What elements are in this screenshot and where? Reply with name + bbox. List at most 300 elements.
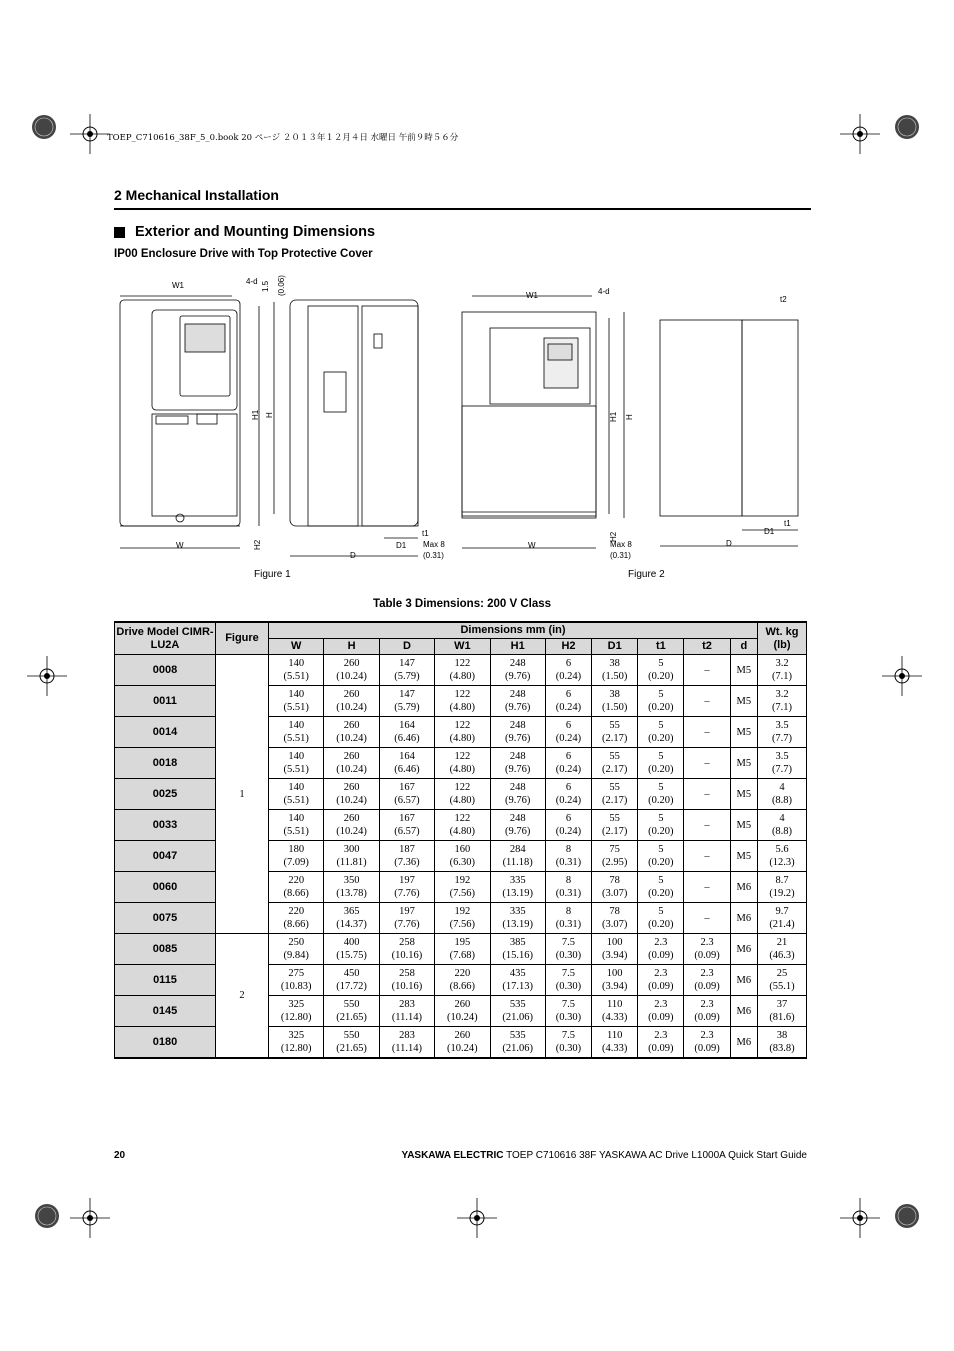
dim-cell — [684, 841, 730, 872]
dim-cell — [730, 872, 757, 903]
header-figure: Figure — [216, 622, 269, 655]
dim-value-mm: 260 — [343, 658, 360, 669]
dim-value-mm: 38 — [609, 689, 620, 700]
dim-value-in: (13.19) — [502, 919, 533, 930]
dim-value-in: (7.09) — [283, 857, 309, 868]
dim-value-mm: 122 — [454, 658, 471, 669]
label-w-fig2: W — [528, 541, 536, 550]
dim-cell — [490, 779, 545, 810]
dim-value-in: (0.31) — [555, 919, 582, 930]
dim-cell — [545, 934, 591, 965]
dim-value-in: (0.20) — [648, 733, 674, 744]
label-4d: 4-d — [246, 277, 258, 286]
dim-value-in: (0.24) — [555, 671, 582, 682]
dim-cell — [379, 717, 434, 748]
dim-cell — [269, 1027, 324, 1059]
weight-kg: 3.5 — [775, 720, 789, 731]
dim-value-in: (0.09) — [648, 950, 674, 961]
dim-value-in: (9.84) — [283, 950, 309, 961]
dim-value-mm: 2.3 — [654, 1030, 668, 1041]
dim-value-in: (10.24) — [336, 733, 367, 744]
dim-value-mm: M5 — [736, 757, 752, 769]
dim-value-mm: 78 — [609, 906, 620, 917]
dim-value-in: (4.80) — [449, 702, 475, 713]
dim-value-in: (0.24) — [555, 826, 582, 837]
dim-value-in: (2.17) — [601, 764, 628, 775]
weight-cell — [758, 996, 807, 1027]
dim-cell — [545, 872, 591, 903]
dim-value-in: (2.17) — [601, 826, 628, 837]
dim-value-in: (6.30) — [449, 857, 475, 868]
weight-lb: (8.8) — [771, 826, 793, 837]
dim-value-in: (14.37) — [336, 919, 367, 930]
weight-cell — [758, 934, 807, 965]
weight-kg: 3.5 — [775, 751, 789, 762]
dim-cell — [638, 934, 684, 965]
weight-lb: (81.6) — [769, 1012, 795, 1023]
dim-value-mm: 55 — [609, 720, 620, 731]
dim-value-in: (9.76) — [505, 733, 531, 744]
label-w1-fig2: W1 — [526, 291, 538, 300]
weight-cell — [758, 903, 807, 934]
registration-mark-icon — [887, 107, 927, 147]
model-cell: 0180 — [115, 1027, 216, 1059]
dim-value-in: (15.75) — [336, 950, 367, 961]
dim-cell — [638, 872, 684, 903]
dim-cell — [730, 934, 757, 965]
dim-value-mm: M5 — [736, 850, 752, 862]
dim-cell — [638, 686, 684, 717]
dim-cell — [269, 965, 324, 996]
weight-lb: (21.4) — [769, 919, 795, 930]
dim-value-mm: 5 — [658, 844, 664, 855]
dim-value-mm: 195 — [454, 937, 471, 948]
dim-cell — [490, 934, 545, 965]
weight-kg: 4 — [779, 782, 785, 793]
model-cell: 0060 — [115, 872, 216, 903]
subsection-title-text: Exterior and Mounting Dimensions — [135, 224, 376, 240]
bullet-square-icon — [114, 227, 125, 238]
weight-lb: (7.7) — [771, 733, 793, 744]
dim-value-in: (0.30) — [555, 981, 582, 992]
dim-cell — [324, 810, 379, 841]
dim-cell — [324, 655, 379, 686]
dim-cell — [490, 717, 545, 748]
dim-cell — [730, 841, 757, 872]
dim-value-in: (11.81) — [336, 857, 367, 868]
dim-value-mm: M6 — [736, 943, 752, 955]
dim-value-in: (0.20) — [648, 702, 674, 713]
dim-value-mm: 197 — [399, 875, 415, 886]
dim-cell — [324, 717, 379, 748]
dim-cell — [730, 655, 757, 686]
dim-cell — [638, 996, 684, 1027]
dim-cell — [435, 1027, 490, 1059]
dim-cell — [684, 1027, 730, 1059]
dim-value-in: (0.20) — [648, 795, 674, 806]
dim-value-mm: 260 — [454, 999, 471, 1010]
dim-value-in: (0.20) — [648, 919, 674, 930]
dim-value-in: (7.36) — [394, 857, 420, 868]
crosshair-mark-icon — [70, 114, 110, 154]
dim-value-mm: 38 — [609, 658, 620, 669]
dim-value-mm: 283 — [399, 999, 415, 1010]
dim-cell — [730, 748, 757, 779]
header-col-h1: H1 — [490, 639, 545, 655]
crosshair-mark-icon — [27, 656, 67, 696]
dim-value-mm: 260 — [454, 1030, 471, 1041]
dim-value-in: (10.24) — [336, 702, 367, 713]
dim-value-mm: 147 — [399, 689, 415, 700]
dim-value-mm: 6 — [565, 782, 572, 793]
dim-value-mm: 7.5 — [561, 937, 576, 948]
label-h-fig2: H — [625, 414, 634, 420]
label-h1: H1 — [251, 409, 260, 420]
dim-value-mm: 2.3 — [654, 999, 668, 1010]
dim-cell — [730, 686, 757, 717]
model-cell: 0014 — [115, 717, 216, 748]
header-col-h: H — [324, 639, 379, 655]
dim-value-mm: 55 — [609, 751, 620, 762]
dim-cell — [435, 810, 490, 841]
dim-cell — [379, 686, 434, 717]
header-col-w: W — [269, 639, 324, 655]
dim-cell — [269, 655, 324, 686]
dim-value-mm: 5 — [658, 875, 664, 886]
dim-value-mm: 550 — [343, 999, 360, 1010]
dim-cell — [435, 841, 490, 872]
label-w1: W1 — [172, 281, 184, 290]
dim-value-in: (0.31) — [555, 888, 582, 899]
dim-cell — [730, 1027, 757, 1059]
dim-value-mm: 122 — [454, 751, 471, 762]
dim-value-mm: 7.5 — [561, 999, 576, 1010]
dim-value-in: (0.30) — [555, 950, 582, 961]
dim-cell — [730, 717, 757, 748]
dim-cell — [324, 903, 379, 934]
dim-value-mm: 260 — [343, 751, 360, 762]
dim-value-in: (21.65) — [336, 1012, 367, 1023]
dim-cell — [638, 965, 684, 996]
dim-value-in: (10.83) — [280, 981, 312, 992]
dim-cell — [638, 1027, 684, 1059]
dim-value-in: (0.30) — [555, 1043, 582, 1054]
dim-cell — [638, 903, 684, 934]
dim-value-mm: 122 — [454, 782, 471, 793]
dim-value-in: (6.46) — [394, 764, 420, 775]
label-d: D — [350, 551, 356, 560]
dim-value-in: (1.50) — [601, 702, 628, 713]
dim-value-in: (10.16) — [391, 981, 423, 992]
dim-cell — [324, 934, 379, 965]
dim-cell — [379, 748, 434, 779]
dim-value-in: (10.24) — [447, 1012, 478, 1023]
dim-value-mm: – — [704, 788, 710, 800]
dim-value-in: (11.18) — [502, 857, 533, 868]
dim-cell — [269, 934, 324, 965]
dim-value-mm: 147 — [399, 658, 415, 669]
dim-value-mm: 7.5 — [561, 1030, 576, 1041]
dim-cell — [684, 779, 730, 810]
dim-value-mm: 248 — [509, 782, 526, 793]
dim-value-mm: 164 — [399, 720, 415, 731]
dim-value-mm: 8 — [565, 844, 572, 855]
dim-value-mm: M6 — [736, 912, 752, 924]
dim-value-mm: 300 — [343, 844, 360, 855]
dim-value-mm: – — [704, 664, 710, 676]
dim-value-in: (3.94) — [601, 950, 628, 961]
dim-cell — [684, 748, 730, 779]
dim-cell — [269, 903, 324, 934]
dim-value-mm: M6 — [736, 1005, 752, 1017]
crosshair-mark-icon — [457, 1198, 497, 1238]
header-col-w1: W1 — [435, 639, 490, 655]
dim-value-in: (4.33) — [601, 1012, 628, 1023]
dim-cell — [545, 903, 591, 934]
dim-value-mm: 55 — [609, 782, 620, 793]
dim-cell — [435, 655, 490, 686]
dim-cell — [435, 996, 490, 1027]
dim-cell — [269, 717, 324, 748]
dim-cell — [490, 810, 545, 841]
dim-value-in: (5.51) — [283, 764, 309, 775]
dim-cell — [379, 965, 434, 996]
dim-value-in: (6.46) — [394, 733, 420, 744]
dim-value-mm: 450 — [343, 968, 360, 979]
dim-value-mm: 325 — [288, 1030, 305, 1041]
dim-cell — [269, 779, 324, 810]
dim-value-mm: 2.3 — [654, 968, 668, 979]
dim-value-mm: 8 — [565, 875, 572, 886]
dim-value-mm: 248 — [509, 751, 526, 762]
dim-cell — [545, 810, 591, 841]
dim-value-mm: 258 — [399, 968, 415, 979]
dim-cell — [490, 996, 545, 1027]
dim-value-mm: 275 — [288, 968, 305, 979]
dim-value-mm: 5 — [658, 751, 664, 762]
dim-value-mm: 5 — [658, 813, 664, 824]
dim-value-in: (3.07) — [601, 919, 628, 930]
model-cell: 0008 — [115, 655, 216, 686]
dim-value-mm: 6 — [565, 751, 572, 762]
dim-value-mm: 140 — [288, 689, 305, 700]
dim-value-mm: 167 — [399, 813, 415, 824]
dim-value-mm: 550 — [343, 1030, 360, 1041]
weight-cell — [758, 779, 807, 810]
dim-cell — [324, 686, 379, 717]
dim-value-in: (0.20) — [648, 671, 674, 682]
weight-cell — [758, 810, 807, 841]
dim-value-mm: 2.3 — [700, 968, 714, 979]
dim-cell — [545, 717, 591, 748]
dim-value-in: (0.09) — [694, 1012, 720, 1023]
weight-lb: (19.2) — [769, 888, 795, 899]
dim-value-in: (2.17) — [601, 733, 628, 744]
dim-value-mm: – — [704, 881, 710, 893]
dim-cell — [592, 965, 638, 996]
weight-cell — [758, 748, 807, 779]
header-weight: Wt. kg (lb) — [758, 622, 807, 655]
header-col-d1: D1 — [592, 639, 638, 655]
model-cell: 0025 — [115, 779, 216, 810]
dim-value-in: (9.76) — [505, 826, 531, 837]
subsection-title — [114, 224, 375, 240]
label-top-gap-in: (0.06) — [277, 275, 286, 296]
dim-value-in: (4.33) — [601, 1043, 628, 1054]
dim-cell — [379, 779, 434, 810]
dim-cell — [435, 934, 490, 965]
dim-value-mm: 7.5 — [561, 968, 576, 979]
crosshair-mark-icon — [70, 1198, 110, 1238]
header-col-t1: t1 — [638, 639, 684, 655]
dim-value-in: (10.24) — [336, 764, 367, 775]
dim-cell — [684, 872, 730, 903]
dim-cell — [592, 996, 638, 1027]
dim-value-in: (8.66) — [449, 981, 475, 992]
dim-cell — [269, 748, 324, 779]
dim-value-mm: 2.3 — [700, 937, 714, 948]
weight-kg: 3.2 — [775, 689, 789, 700]
print-header: TOEP_C710616_38F_5_0.book 20 ページ ２０１３年１２月４日 水曜日 午前９時５６分 — [107, 133, 459, 143]
dim-value-mm: 335 — [509, 906, 526, 917]
dim-cell — [638, 841, 684, 872]
dim-value-in: (13.19) — [502, 888, 533, 899]
header-model: Drive Model CIMR-LU2A — [115, 622, 216, 655]
label-d-fig2: D — [726, 539, 732, 548]
dim-value-mm: M5 — [736, 726, 752, 738]
dim-value-in: (5.51) — [283, 702, 309, 713]
dim-cell — [269, 810, 324, 841]
dim-value-in: (4.80) — [449, 671, 475, 682]
dim-value-mm: 260 — [343, 720, 360, 731]
dim-value-in: (12.80) — [280, 1012, 312, 1023]
dim-value-in: (17.72) — [336, 981, 367, 992]
dim-value-in: (13.78) — [336, 888, 367, 899]
dim-value-mm: M5 — [736, 788, 752, 800]
dim-value-mm: M5 — [736, 695, 752, 707]
dim-cell — [269, 841, 324, 872]
dim-value-mm: 75 — [609, 844, 620, 855]
dim-value-mm: – — [704, 726, 710, 738]
dim-value-mm: 248 — [509, 658, 526, 669]
dim-value-in: (7.76) — [394, 919, 420, 930]
dim-value-mm: M6 — [736, 1036, 752, 1048]
dim-value-in: (6.57) — [394, 795, 420, 806]
figure2-caption: Figure 2 — [628, 569, 665, 580]
dim-value-in: (11.14) — [391, 1012, 423, 1023]
dim-cell — [592, 779, 638, 810]
dim-value-mm: – — [704, 819, 710, 831]
dim-value-mm: 140 — [288, 658, 305, 669]
sub-subsection-title: IP00 Enclosure Drive with Top Protective Cover — [114, 248, 373, 260]
dim-cell — [269, 996, 324, 1027]
dim-value-mm: 122 — [454, 689, 471, 700]
dim-value-in: (3.94) — [601, 981, 628, 992]
weight-kg: 25 — [776, 968, 788, 979]
dim-value-in: (0.20) — [648, 764, 674, 775]
dim-value-in: (10.24) — [336, 671, 367, 682]
dim-value-mm: 55 — [609, 813, 620, 824]
dim-value-mm: 197 — [399, 906, 415, 917]
table-row — [115, 934, 807, 965]
dim-cell — [490, 965, 545, 996]
dim-value-mm: 110 — [606, 1030, 623, 1041]
dim-cell — [324, 779, 379, 810]
dim-cell — [269, 872, 324, 903]
dim-cell — [324, 748, 379, 779]
weight-lb: (55.1) — [769, 981, 795, 992]
dim-cell — [490, 903, 545, 934]
dim-value-mm: – — [704, 850, 710, 862]
dim-cell — [684, 934, 730, 965]
dim-cell — [592, 748, 638, 779]
weight-lb: (83.8) — [769, 1043, 795, 1054]
footer-title — [401, 1150, 807, 1161]
registration-mark-icon — [24, 107, 64, 147]
dim-value-in: (9.76) — [505, 671, 531, 682]
dim-value-in: (17.13) — [502, 981, 533, 992]
dim-value-mm: – — [704, 757, 710, 769]
dim-value-mm: 167 — [399, 782, 415, 793]
dim-value-mm: 535 — [509, 999, 526, 1010]
footer-brand: YASKAWA ELECTRIC — [401, 1150, 504, 1161]
dim-value-mm: 284 — [509, 844, 526, 855]
dim-cell — [730, 903, 757, 934]
dim-cell — [592, 841, 638, 872]
model-cell: 0047 — [115, 841, 216, 872]
dim-value-mm: 192 — [454, 875, 471, 886]
dim-cell — [545, 965, 591, 996]
dim-value-in: (1.50) — [601, 671, 628, 682]
label-t1-fig2: t1 — [784, 519, 791, 528]
dim-cell — [638, 779, 684, 810]
dim-cell — [545, 841, 591, 872]
weight-kg: 4 — [779, 813, 785, 824]
dim-value-mm: 140 — [288, 720, 305, 731]
dim-cell — [638, 748, 684, 779]
dim-cell — [379, 841, 434, 872]
dim-value-in: (12.80) — [280, 1043, 312, 1054]
dim-value-mm: – — [704, 912, 710, 924]
dim-value-mm: 260 — [343, 813, 360, 824]
dim-value-in: (6.57) — [394, 826, 420, 837]
dim-value-mm: 122 — [454, 813, 471, 824]
weight-lb: (7.1) — [771, 671, 793, 682]
dim-value-mm: 2.3 — [654, 937, 668, 948]
dim-value-mm: 283 — [399, 1030, 415, 1041]
dim-value-in: (7.56) — [449, 888, 475, 899]
dim-value-in: (4.80) — [449, 764, 475, 775]
dim-value-mm: 100 — [606, 937, 623, 948]
dim-cell — [592, 686, 638, 717]
crosshair-mark-icon — [840, 1198, 880, 1238]
dim-cell — [592, 1027, 638, 1059]
dim-value-mm: 435 — [509, 968, 526, 979]
dim-cell — [730, 996, 757, 1027]
dim-value-in: (9.76) — [505, 702, 531, 713]
label-h1-fig2: H1 — [609, 411, 618, 422]
dim-value-in: (0.30) — [555, 1012, 582, 1023]
dim-value-in: (0.09) — [648, 981, 674, 992]
weight-kg: 3.2 — [775, 658, 789, 669]
dim-value-in: (0.09) — [694, 950, 720, 961]
dim-value-in: (2.17) — [601, 795, 628, 806]
footer-doc-title: TOEP C710616 38F YASKAWA AC Drive L1000A Quick Start Guide — [503, 1150, 807, 1161]
dim-value-in: (4.80) — [449, 826, 475, 837]
page-number: 20 — [114, 1150, 126, 1161]
dim-value-mm: M6 — [736, 974, 752, 986]
dim-cell — [545, 655, 591, 686]
